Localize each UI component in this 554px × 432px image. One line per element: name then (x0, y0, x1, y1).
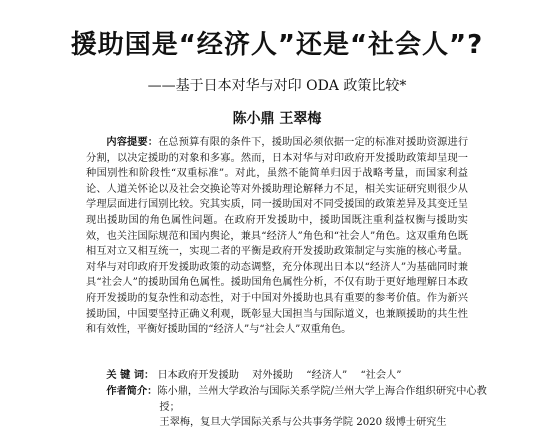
keywords-label: 关 键 词： (106, 370, 155, 381)
author-info-line-2: 王翠梅，复旦大学国际关系与公共事务学院 2020 级博士研究生 (159, 417, 447, 429)
keyword-item: 对外援助 (252, 370, 293, 381)
abstract-text: 在总预算有限的条件下，援助国必须依据一定的标准对援助资源进行分割，以决定援助的对象和多寡。然而，日本对华与对印政府开发援助政策却呈现一种国别性和阶段性“双重标准”。对此，虽然不能简单归因于战略考量，而国家利益论、人道关怀论以及社会交换论等对外援助理论解释力不足，相关实证研究则很少从学理层面进行国别比较。究其实质，同一援助国对不同受援国的政策差异及其变迁呈现出援助国的角色属性问题。在政府开发援助中，援助国既注重利益权衡与援助实效，也关注国际规范和国内舆论，兼具“经济人”角色和“社会人”角色。这双重角色既相互对立又相互统一，实现二者的平衡是政府开发援助政策制定与实施的核心考量。对华与对印政府开发援助政策的动态调整，充分体现出日本以“经济人”为基础同时兼具“社会人”的援助国角色属性。援助国角色属性分析，不仅有助于更好地理解日本政府开发援助的复杂性和动态性，对于中国对外援助也具有重要的参考价值。作为新兴援助国，中国要坚持正确义利观，既彰显大国担当与国际道义，也兼顾援助的共生性和有效性，平衡好援助国的“经济人”与“社会人”双重角色。 (86, 137, 469, 336)
abstract-block (86, 135, 468, 338)
article-title: 援助国是“经济人”还是“社会人”? (70, 30, 484, 60)
author-info-label: 作者简介： (106, 386, 158, 397)
abstract-label: 内容提要： (106, 137, 159, 148)
abstract-paragraph (86, 135, 468, 338)
keyword-item: “经济人” (306, 370, 348, 381)
author-line: 陈小鼎 王翠梅 (232, 111, 322, 127)
article-subtitle: ——基于日本对华与对印 ODA 政策比较* (147, 78, 407, 94)
keyword-item: “社会人” (360, 370, 402, 381)
author-info-line-1 (106, 384, 488, 415)
author-info-text-1: 陈小鼎，兰州大学政治与国际关系学院/兰州大学上海合作组织研究中心教授； (157, 386, 487, 413)
keyword-item: 日本政府开发援助 (157, 370, 239, 381)
author-info (86, 384, 488, 431)
keywords-row (86, 368, 488, 384)
